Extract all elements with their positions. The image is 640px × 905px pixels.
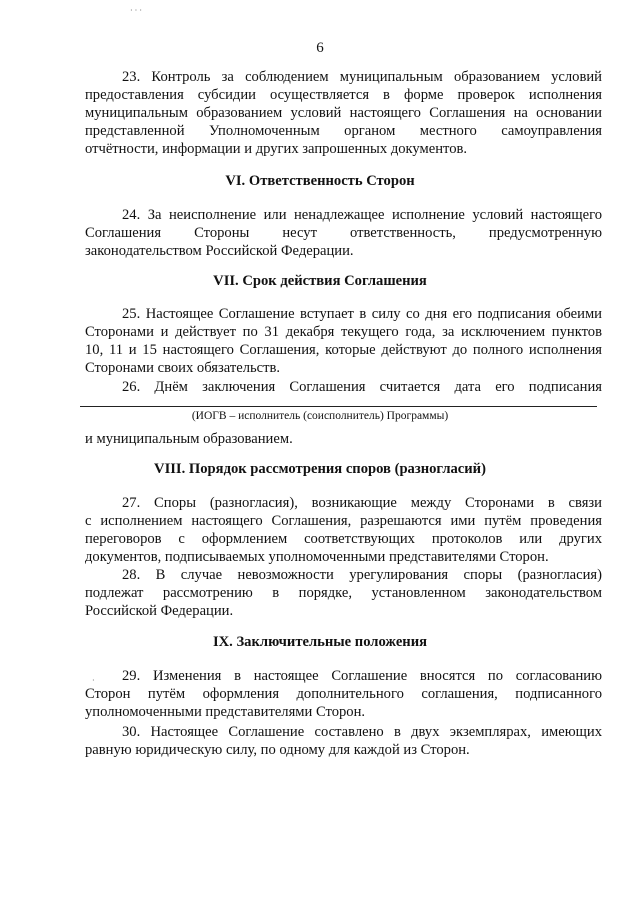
paragraph-line: Сторонами и действует по 31 декабря текущего года, за исключением пунктов	[85, 324, 602, 340]
paragraph-26-continuation	[85, 430, 602, 448]
paragraph-line: 10, 11 и 15 настоящего Соглашения, которые действуют до полного исполнения	[85, 342, 602, 358]
paragraph-26	[85, 378, 602, 396]
paragraph-line: муниципальным образованием условий настоящего Соглашения на основании	[85, 105, 602, 121]
fill-in-underline	[80, 406, 597, 407]
section-heading-7: VII. Срок действия Соглашения	[213, 273, 427, 289]
paragraph-line: представленной Уполномоченным органом местного самоуправления	[85, 123, 602, 139]
paragraph-23	[85, 68, 602, 158]
paragraph-line: 27. Споры (разногласия), возникающие между Сторонами в связи	[122, 495, 602, 511]
paragraph-24	[85, 206, 602, 260]
paragraph-line: и муниципальным образованием.	[85, 431, 293, 447]
paragraph-line: уполномоченными представителями Сторон.	[85, 704, 366, 720]
paragraph-line: законодательством Российской Федерации.	[85, 243, 354, 259]
paragraph-line: 29. Изменения в настоящее Соглашение вносятся по согласованию	[122, 668, 602, 684]
paragraph-line: 23. Контроль за соблюдением муниципальным образованием условий	[122, 69, 602, 85]
paragraph-line: переговоров с оформлением соответствующих протоколов или других	[85, 531, 602, 547]
paragraph-line: 30. Настоящее Соглашение составлено в двух экземплярах, имеющих	[122, 724, 602, 740]
paragraph-28	[85, 566, 602, 620]
scan-speck: ·	[92, 676, 95, 685]
paragraph-line: с исполнением настоящего Соглашения, разрешаются ими путём проведения	[85, 513, 602, 529]
paragraph-25	[85, 305, 602, 377]
paragraph-30	[85, 723, 602, 759]
paragraph-line: равную юридическую силу, по одному для каждой из Сторон.	[85, 742, 470, 758]
section-heading-6: VI. Ответственность Сторон	[225, 173, 415, 189]
paragraph-27	[85, 494, 602, 566]
paragraph-line: Сторон путём оформления дополнительного соглашения, подписанного	[85, 686, 602, 702]
paragraph-line: документов, подписываемых уполномоченными представителями Сторон.	[85, 549, 549, 565]
paragraph-line: 24. За неисполнение или ненадлежащее исполнение условий настоящего	[122, 207, 602, 223]
paragraph-line: Соглашения Стороны несут ответственность, предусмотренную	[85, 225, 602, 241]
paragraph-line: 28. В случае невозможности урегулирования споры (разногласия)	[122, 567, 602, 583]
section-heading-8: VIII. Порядок рассмотрения споров (разногласий)	[154, 461, 486, 477]
paragraph-line: отчётности, информации и других запрошенных документов.	[85, 141, 468, 157]
fill-in-caption: (ИОГВ – исполнитель (соисполнитель) Программы)	[191, 410, 449, 422]
page-number: 6	[316, 40, 324, 56]
paragraph-line: подлежат рассмотрению в порядке, установленном законодательством	[85, 585, 602, 601]
paragraph-line: 26. Днём заключения Соглашения считается дата его подписания	[122, 379, 602, 395]
paragraph-line: Сторонами своих обязательств.	[85, 360, 281, 376]
paragraph-line: 25. Настоящее Соглашение вступает в силу со дня его подписания обеими	[122, 306, 602, 322]
paragraph-line: Российской Федерации.	[85, 603, 234, 619]
scan-speck: · · ·	[130, 6, 142, 15]
paragraph-29	[85, 667, 602, 721]
section-heading-9: IX. Заключительные положения	[212, 634, 428, 650]
paragraph-line: предоставления субсидии осуществляется в форме проверок исполнения	[85, 87, 602, 103]
